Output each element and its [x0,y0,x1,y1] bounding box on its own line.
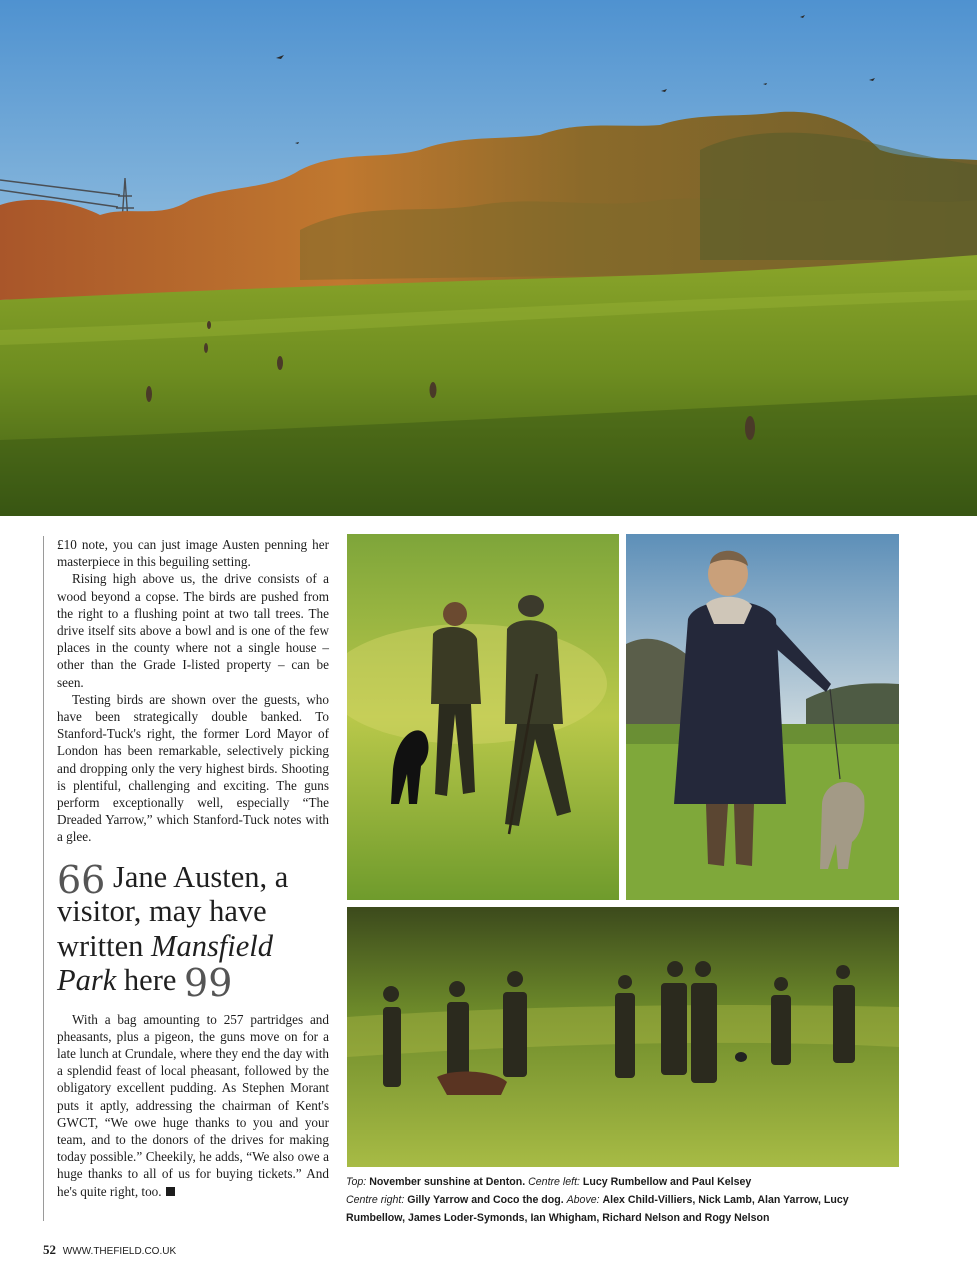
caption-centre-left-text: Lucy Rumbellow and Paul Kelsey [582,1176,752,1188]
caption-above-text: Alex Child-Villiers, Nick Lamb, Alan Yarrow, Lucy Rumbellow, James Loder-Symonds, Ian Whigham, Richard Nelson and Rogy Nelson [346,1194,849,1224]
paragraph-4-text: With a bag amounting to 257 partridges and pheasants, plus a pigeon, the guns move on for a late lunch at Crundale, where they end the day with a splendid feast of local pheasant, followed by the obligatory excellent pudding. As Stephen Morant puts it aptly, addressing the chairman of Kent's GWCT, “We owe huge thanks to you and your team, and to the donors of the drives for making today possible.” Cheekily, he adds, “We also owe a huge thanks to all of us for buying tickets.” And he's quite right, too. [57,1011,329,1199]
paragraph-3: Testing birds are shown over the guests, who have been strategically double banked. To Stanford-Tuck's right, the former Lord Mayor of London has been remarkable, selectively picking and dropping only the very highest birds. Shooting is plentiful, challenging and exciting. The guns perform exceptionally well, especially “The Dreaded Yarrow,” which Stanford-Tuck notes with a glee. [57,691,329,845]
hero-photo-denton [0,0,977,516]
caption-top-label: Top: [346,1176,367,1188]
paragraph-2: Rising high above us, the drive consists of a wood beyond a copse. The birds are pushed from the right to a flushing point at two tall trees. The drive itself sits above a bowl and is one of the few places in the county where not a single house – other than the Grade I-listed property – can be seen. [57,571,329,690]
photo-shooting-party [347,907,899,1167]
close-quote-mark: 99 [184,961,233,1006]
caption-line-1 [346,1173,906,1191]
caption-centre-right-label: Centre right: [346,1194,405,1206]
website-link[interactable]: WWW.THEFIELD.CO.UK [62,1246,177,1257]
paragraph-4 [57,1011,329,1200]
page-number: 52 [43,1242,56,1257]
end-mark-icon [166,1187,175,1196]
caption-line-2 [346,1191,906,1227]
pull-quote-title: Mansfield Park [57,928,274,998]
article-column [43,536,329,1221]
caption-centre-right-text: Gilly Yarrow and Coco the dog. [407,1194,564,1206]
photo-lucy-and-paul [347,534,619,900]
caption-top-text: November sunshine at Denton. [369,1176,526,1188]
caption-centre-left-label: Centre left: [528,1176,580,1188]
pull-quote-text: Jane Austen, a visitor, may have written [57,859,289,963]
photo-caption [346,1173,906,1227]
page-footer [43,1242,176,1258]
photo-gilly-and-coco [626,534,899,900]
paragraph-1: £10 note, you can just image Austen penning her masterpiece in this beguiling setting. [57,537,329,570]
pull-quote-text-end: here [116,963,177,998]
pull-quote [57,857,329,1006]
open-quote-mark: 66 [57,857,106,902]
caption-above-label: Above: [566,1194,600,1206]
